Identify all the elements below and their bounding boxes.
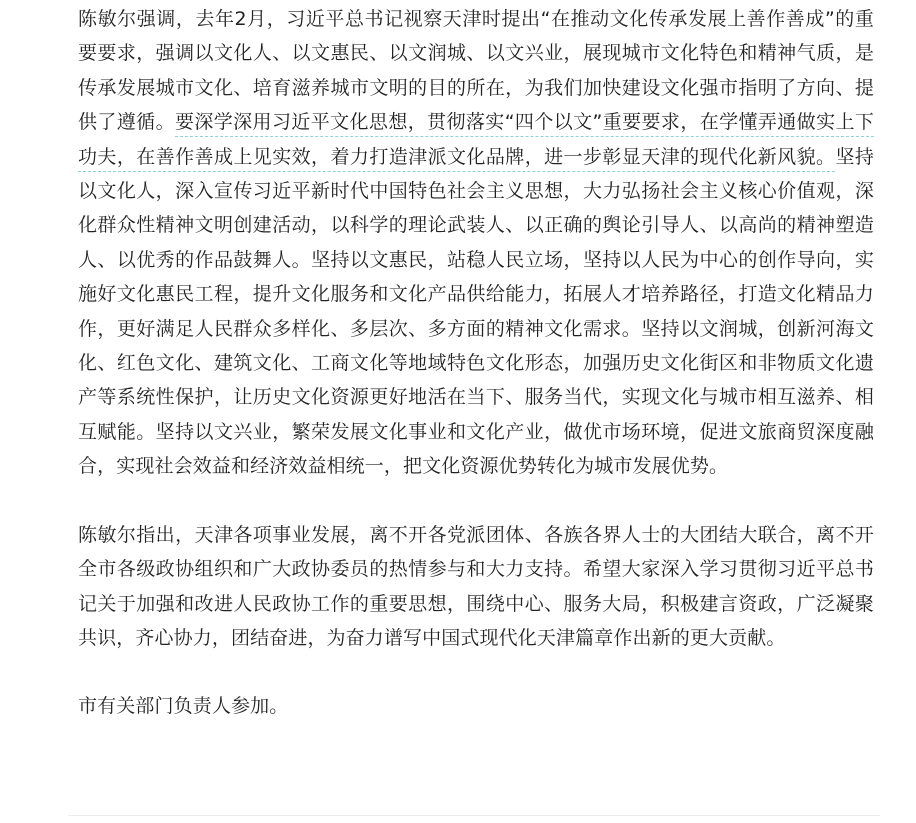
- article-body: [78, 2, 874, 724]
- bottom-divider: [68, 815, 880, 816]
- highlighted-link-text[interactable]: 要深学深用习近平文化思想，贯彻落实“四个以文”重要要求，在学懂弄通做实上下功夫，在善作善成上见实效，着力打造津派文化品牌，进一步彰显天津的现代化新风貌。: [78, 111, 874, 171]
- paragraph-culture: [78, 2, 874, 484]
- paragraph-attendees: [78, 689, 874, 723]
- paragraph-text: 陈敏尔指出，天津各项事业发展，离不开各党派团体、各族各界人士的大团结大联合，离不开全市各级政协组织和广大政协委员的热情参与和大力支持。希望大家深入学习贯彻习近平总书记关于加强和改进人民政协工作的重要思想，围绕中心、服务大局，积极建言资政，广泛凝聚共识，齐心协力，团结奋进，为奋力谱写中国式现代化天津篇章作出新的更大贡献。: [78, 523, 874, 649]
- paragraph-text: 坚持以文化人，深入宣传习近平新时代中国特色社会主义思想，大力弘扬社会主义核心价值观，深化群众性精神文明创建活动，以科学的理论武装人、以正确的舆论引导人、以高尚的精神塑造人、以优秀的作品鼓舞人。坚持以文惠民，站稳人民立场，坚持以人民为中心的创作导向，实施好文化惠民工程，提升文化服务和文化产品供给能力，拓展人才培养路径，打造文化精品力作，更好满足人民群众多样化、多层次、多方面的精神文化需求。坚持以文润城，创新河海文化、红色文化、建筑文化、工商文化等地域特色文化形态，加强历史文化街区和非物质文化遗产等系统性保护，让历史文化资源更好地活在当下、服务当代，实现文化与城市相互滋养、相互赋能。坚持以文兴业，繁荣发展文化事业和文化产业，做优市场环境，促进文旅商贸深度融合，实现社会效益和经济效益相统一，把文化资源优势转化为城市发展优势。: [78, 145, 874, 478]
- paragraph-text: 市有关部门负责人参加。: [78, 695, 289, 718]
- paragraph-cppcc: [78, 518, 874, 656]
- paragraph-text: 陈敏尔强调，去年2月，习近平总书记视察天津时提出“在推动文化传承发展上善作善成”的重要要求，强调以文化人、以文惠民、以文润城、以文兴业，展现城市文化特色和精神气质，是传承发展城市文化、培育滋养城市文明的目的所在，为我们加快建设文化强市指明了方向、提供了遵循。: [78, 8, 874, 134]
